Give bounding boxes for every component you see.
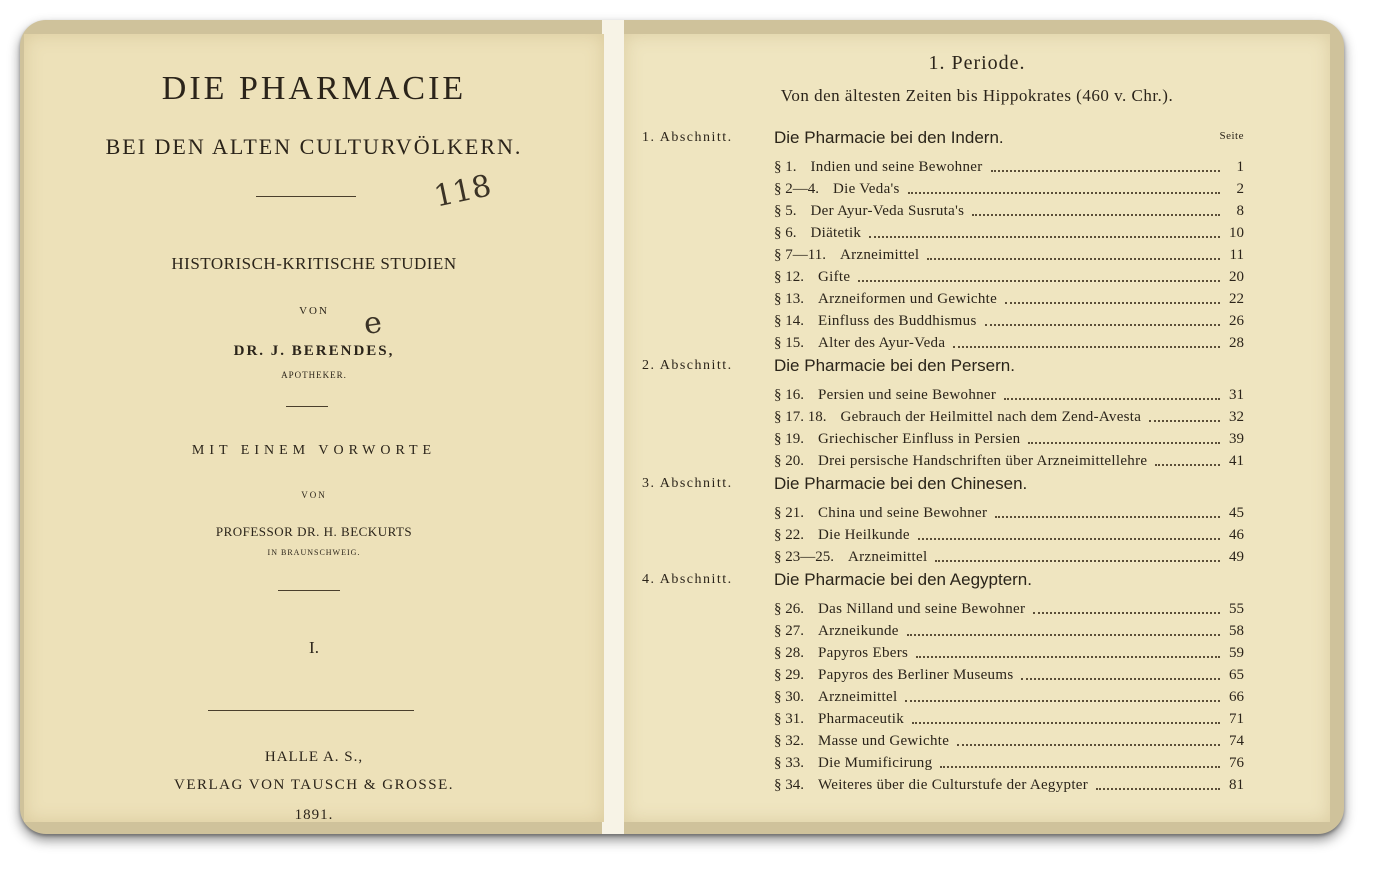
period-heading: 1. Periode.	[928, 52, 1026, 74]
contents-entry	[774, 640, 1244, 662]
contents-section	[624, 130, 1330, 352]
entry-text: Griechischer Einfluss in Persien	[818, 431, 1021, 447]
entry-number: § 23—25.	[774, 549, 834, 565]
contents-entry	[774, 404, 1244, 426]
contents-entry	[774, 706, 1244, 728]
contents-entry	[774, 264, 1244, 286]
entry-page: 1	[1236, 159, 1244, 175]
section-heading	[624, 358, 1330, 382]
contents-entry	[774, 242, 1244, 264]
section-title: Die Pharmacie bei den Indern.	[774, 128, 1004, 147]
entry-number: § 14.	[774, 313, 804, 329]
entry-text: Die Heilkunde	[818, 527, 910, 543]
entry-text: Das Nilland und seine Bewohner	[818, 601, 1026, 617]
entry-number: § 19.	[774, 431, 804, 447]
entry-text: Papyros Ebers	[818, 645, 909, 661]
title-page	[24, 34, 604, 822]
entry-page: 65	[1229, 667, 1244, 683]
studies-line: HISTORISCH-KRITISCHE STUDIEN	[171, 254, 457, 273]
dot-leader	[1005, 301, 1220, 304]
contents-entry	[774, 596, 1244, 618]
section-label: 2. Abschnitt.	[642, 358, 733, 373]
contents-entry	[774, 772, 1244, 794]
entry-text: Arzneimittel	[848, 549, 928, 565]
dot-leader	[935, 559, 1220, 562]
divider-rule	[256, 196, 356, 197]
divider-rule	[286, 406, 328, 407]
dot-leader	[991, 169, 1220, 172]
divider-rule	[278, 590, 340, 591]
author-affiliation: APOTHEKER.	[281, 370, 347, 380]
entry-page: 39	[1229, 431, 1244, 447]
entry-number: § 27.	[774, 623, 804, 639]
entry-number: § 17. 18.	[774, 409, 827, 425]
dot-leader	[1028, 441, 1220, 444]
entry-text: Einfluss des Buddhismus	[818, 313, 977, 329]
entry-number: § 26.	[774, 601, 804, 617]
page-gutter	[602, 20, 624, 834]
contents-entry	[774, 750, 1244, 772]
entry-page: 2	[1236, 181, 1244, 197]
preface-line: MIT EINEM VORWORTE	[191, 443, 437, 458]
entry-text: Die Veda's	[833, 181, 900, 197]
entry-text: Weiteres über die Culturstufe der Aegypter	[818, 777, 1089, 793]
entry-number: § 29.	[774, 667, 804, 683]
page-column-label: Seite	[1219, 130, 1244, 142]
entry-text: Indien und seine Bewohner	[810, 159, 983, 175]
period-subtitle: Von den ältesten Zeiten bis Hippokrates (460 v. Chr.).	[780, 86, 1174, 105]
contents-entry	[774, 662, 1244, 684]
section-heading	[624, 572, 1330, 596]
contents-entry	[774, 684, 1244, 706]
entry-text: Arzneimittel	[818, 689, 898, 705]
contents-entry	[774, 522, 1244, 544]
dot-leader	[1021, 677, 1220, 680]
dot-leader	[995, 515, 1220, 518]
entry-page: 66	[1229, 689, 1244, 705]
dot-leader	[1004, 397, 1220, 400]
section-label: 4. Abschnitt.	[642, 572, 733, 587]
entry-text: Der Ayur-Veda Susruta's	[810, 203, 965, 219]
book-spread	[20, 20, 1344, 834]
entry-page: 58	[1229, 623, 1244, 639]
contents-entry	[774, 286, 1244, 308]
von-line: VON	[301, 490, 327, 500]
entry-text: China und seine Bewohner	[818, 505, 988, 521]
contents-entry	[774, 154, 1244, 176]
dot-leader	[869, 235, 1220, 238]
contents-list	[624, 130, 1330, 800]
entry-text: Diätetik	[810, 225, 862, 241]
preface-author-city: IN BRAUNSCHWEIG.	[267, 548, 361, 557]
contents-entry	[774, 198, 1244, 220]
von-line: VON	[299, 305, 329, 317]
contents-section	[624, 476, 1330, 566]
section-title: Die Pharmacie bei den Persern.	[774, 356, 1015, 375]
contents-entry	[774, 448, 1244, 470]
handwritten-mark: e	[361, 304, 385, 343]
entry-page: 59	[1229, 645, 1244, 661]
contents-entry	[774, 618, 1244, 640]
book-subtitle: BEI DEN ALTEN CULTURVÖLKERN.	[105, 134, 523, 159]
publication-place: HALLE A. S.,	[264, 749, 364, 765]
entry-number: § 5.	[774, 203, 797, 219]
entry-number: § 31.	[774, 711, 804, 727]
entry-page: 55	[1229, 601, 1244, 617]
contents-page	[624, 34, 1330, 822]
entry-number: § 30.	[774, 689, 804, 705]
dot-leader	[927, 257, 1220, 260]
dot-leader	[957, 743, 1220, 746]
entry-page: 46	[1229, 527, 1244, 543]
entry-text: Die Mumificirung	[818, 755, 933, 771]
entry-text: Gifte	[818, 269, 851, 285]
section-label: 1. Abschnitt.	[642, 130, 733, 145]
contents-section	[624, 572, 1330, 794]
entry-page: 71	[1229, 711, 1244, 727]
dot-leader	[940, 765, 1220, 768]
author-name: DR. J. BERENDES,	[233, 343, 395, 359]
entry-number: § 28.	[774, 645, 804, 661]
publisher: VERLAG VON TAUSCH & GROSSE.	[173, 777, 455, 793]
entry-page: 10	[1229, 225, 1244, 241]
entry-number: § 22.	[774, 527, 804, 543]
entry-number: § 6.	[774, 225, 797, 241]
entry-text: Alter des Ayur-Veda	[818, 335, 946, 351]
entry-text: Papyros des Berliner Museums	[818, 667, 1014, 683]
book-title: DIE PHARMACIE	[161, 70, 467, 107]
dot-leader	[905, 699, 1220, 702]
entry-number: § 12.	[774, 269, 804, 285]
entry-page: 28	[1229, 335, 1244, 351]
entry-text: Persien und seine Bewohner	[818, 387, 997, 403]
section-heading	[624, 476, 1330, 500]
entry-number: § 16.	[774, 387, 804, 403]
entry-page: 32	[1229, 409, 1244, 425]
entry-page: 11	[1229, 247, 1244, 263]
entry-text: Drei persische Handschriften über Arzneimittellehre	[818, 453, 1148, 469]
contents-entry	[774, 220, 1244, 242]
contents-entry	[774, 728, 1244, 750]
dot-leader	[916, 655, 1220, 658]
dot-leader	[858, 279, 1220, 282]
entry-page: 76	[1229, 755, 1244, 771]
dot-leader	[1096, 787, 1220, 790]
entry-number: § 2—4.	[774, 181, 819, 197]
contents-entry	[774, 426, 1244, 448]
preface-author: PROFESSOR DR. H. BECKURTS	[215, 524, 413, 539]
dot-leader	[1033, 611, 1220, 614]
section-label: 3. Abschnitt.	[642, 476, 733, 491]
volume-number: I.	[309, 638, 319, 657]
entry-number: § 21.	[774, 505, 804, 521]
entry-page: 49	[1229, 549, 1244, 565]
entry-number: § 33.	[774, 755, 804, 771]
entry-number: § 13.	[774, 291, 804, 307]
entry-page: 45	[1229, 505, 1244, 521]
divider-rule	[208, 710, 414, 711]
dot-leader	[918, 537, 1220, 540]
dot-leader	[907, 633, 1220, 636]
entry-text: Masse und Gewichte	[818, 733, 950, 749]
entry-number: § 32.	[774, 733, 804, 749]
entry-page: 74	[1229, 733, 1244, 749]
entry-number: § 7—11.	[774, 247, 826, 263]
entry-number: § 20.	[774, 453, 804, 469]
contents-entry	[774, 544, 1244, 566]
entry-page: 41	[1229, 453, 1244, 469]
contents-entry	[774, 500, 1244, 522]
entry-page: 81	[1229, 777, 1244, 793]
dot-leader	[908, 191, 1220, 194]
dot-leader	[1155, 463, 1220, 466]
dot-leader	[1149, 419, 1220, 422]
section-title: Die Pharmacie bei den Chinesen.	[774, 474, 1028, 493]
entry-page: 22	[1229, 291, 1244, 307]
entry-page: 26	[1229, 313, 1244, 329]
dot-leader	[953, 345, 1220, 348]
entry-text: Arzneikunde	[818, 623, 899, 639]
entry-text: Gebrauch der Heilmittel nach dem Zend-Avesta	[840, 409, 1142, 425]
entry-page: 20	[1229, 269, 1244, 285]
handwritten-number: 118	[430, 168, 495, 215]
dot-leader	[912, 721, 1220, 724]
entry-number: § 15.	[774, 335, 804, 351]
dot-leader	[985, 323, 1220, 326]
entry-number: § 1.	[774, 159, 797, 175]
entry-page: 31	[1229, 387, 1244, 403]
entry-number: § 34.	[774, 777, 804, 793]
entry-page: 8	[1236, 203, 1244, 219]
section-heading	[624, 130, 1330, 154]
contents-entry	[774, 308, 1244, 330]
dot-leader	[972, 213, 1220, 216]
section-title: Die Pharmacie bei den Aegyptern.	[774, 570, 1032, 589]
contents-entry	[774, 382, 1244, 404]
publication-year: 1891.	[294, 807, 334, 823]
contents-section	[624, 358, 1330, 470]
entry-text: Arzneimittel	[839, 247, 920, 263]
entry-text: Arzneiformen und Gewichte	[818, 291, 998, 307]
contents-entry	[774, 330, 1244, 352]
contents-entry	[774, 176, 1244, 198]
entry-text: Pharmaceutik	[818, 711, 905, 727]
